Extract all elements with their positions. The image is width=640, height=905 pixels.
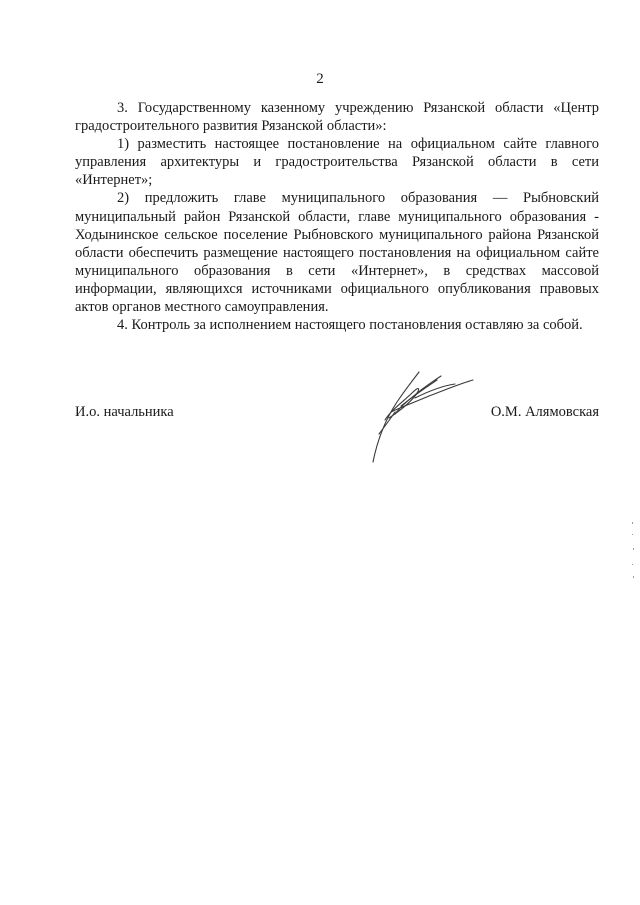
paragraph-3-1: 1) разместить настоящее постановление на официальном сайте главного управления архитектуры и градостроительства Рязанской области в сети «Интернет»;: [75, 136, 599, 189]
paragraph-4: 4. Контроль за исполнением настоящего постановления оставляю за собой.: [117, 317, 583, 334]
paragraph-3-2: 2) предложить главе муниципального образования — Рыбновский муниципальный район Рязанской области, главе муниципального образования - Ходынинское сельское поселение Рыбновского муниципального района Рязанской области обеспечить размещение настоящего постановления на официальном сайте муниципального образования в сети «Интернет», в средствах массовой информации, являющихся источниками официального опубликования правовых актов органов местного самоуправления.: [75, 190, 599, 316]
scan-specks: [630, 520, 636, 580]
paragraph-3: 3. Государственному казенному учреждению Рязанской области «Центр градостроительного развития Рязанской области»:: [75, 100, 599, 135]
signatory-position: И.о. начальника: [75, 404, 174, 420]
handwritten-signature: [355, 362, 480, 472]
document-body: [75, 99, 599, 334]
page-number: 2: [316, 71, 324, 87]
signatory-name: О.М. Алямовская: [490, 404, 599, 420]
